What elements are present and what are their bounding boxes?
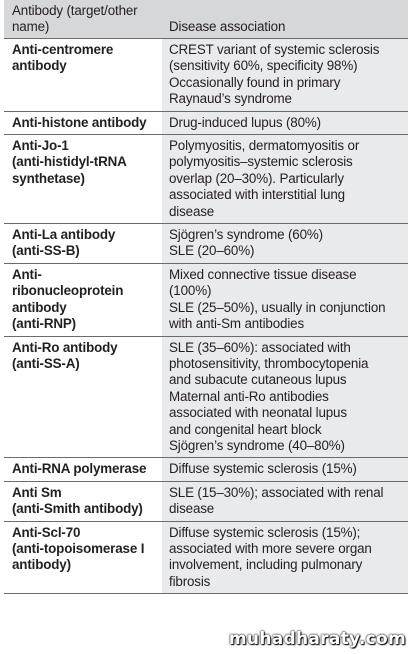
antibody-line: Anti-histone antibody <box>12 114 147 130</box>
antibody-table <box>4 0 408 594</box>
antibody-line: Anti-Scl-70 <box>12 524 81 540</box>
table-header-row <box>4 0 408 39</box>
table-row <box>4 135 408 224</box>
disease-line: SLE (25–50%), usually in conjunction <box>169 299 386 315</box>
header-antibody-line: name) <box>12 19 50 34</box>
disease-line: polymyositis–systemic sclerosis <box>169 154 353 170</box>
antibody-line: Anti-Jo-1 <box>12 138 69 154</box>
header-antibody-line: Antibody (target/other <box>12 3 138 18</box>
disease-line: photosensitivity, thrombocytopenia <box>169 355 369 371</box>
antibody-line: (anti-SS-B) <box>12 243 80 259</box>
disease-line: Sjögren’s syndrome (60%) <box>169 227 323 243</box>
antibody-line: Anti-RNA polymerase <box>12 461 147 477</box>
disease-line: involvement, including pulmonary <box>169 557 363 573</box>
disease-line: Sjögren’s syndrome (40–80%) <box>169 437 345 453</box>
disease-line: associated with interstitial lung <box>169 187 345 203</box>
disease-line: Diffuse systemic sclerosis (15%); <box>169 524 361 540</box>
table-row <box>4 39 408 112</box>
disease-line: Diffuse systemic sclerosis (15%) <box>169 461 357 477</box>
antibody-cell <box>4 39 162 112</box>
disease-cell <box>162 39 408 112</box>
antibody-line: Anti-Ro antibody <box>12 339 118 355</box>
disease-cell <box>162 135 408 224</box>
disease-line: Drug-induced lupus (80%) <box>169 114 321 130</box>
disease-line: Occasionally found in primary <box>169 74 341 90</box>
disease-line: SLE (35–60%): associated with <box>169 339 351 355</box>
antibody-cell <box>4 263 162 336</box>
antibody-line: (anti-Smith antibody) <box>12 501 143 517</box>
disease-line: and congenital heart block <box>169 421 322 437</box>
disease-line: Raynaud’s syndrome <box>169 91 292 107</box>
table-row <box>4 458 408 481</box>
disease-cell <box>162 458 408 481</box>
disease-line: and subacute cutaneous lupus <box>169 372 347 388</box>
disease-line: fibrosis <box>169 573 211 589</box>
disease-line: CREST variant of systemic sclerosis <box>169 42 380 57</box>
disease-line: Mixed connective tissue disease <box>169 266 357 282</box>
disease-line: (sensitivity 60%, specificity 98%) <box>169 58 358 74</box>
disease-line: SLE (15–30%); associated with renal <box>169 484 384 500</box>
disease-line: overlap (20–30%). Particularly <box>169 170 344 186</box>
antibody-line: (anti-SS-A) <box>12 355 80 371</box>
header-antibody <box>4 0 162 39</box>
disease-cell <box>162 521 408 594</box>
disease-cell <box>162 263 408 336</box>
table-row <box>4 111 408 134</box>
antibody-cell <box>4 224 162 264</box>
disease-line: (100%) <box>169 283 212 299</box>
table-row <box>4 263 408 336</box>
disease-line: disease <box>169 203 215 219</box>
antibody-line: antibody <box>12 299 67 315</box>
disease-line: associated with more severe organ <box>169 540 372 556</box>
antibody-line: Anti Sm <box>12 484 62 500</box>
disease-line: Polymyositis, dermatomyositis or <box>169 138 360 154</box>
site-watermark: muhadharaty.com <box>228 629 406 649</box>
disease-line: with anti-Sm antibodies <box>169 316 304 332</box>
header-disease-line: Disease association <box>169 19 286 34</box>
antibody-line: Anti- <box>12 266 42 282</box>
table-row <box>4 521 408 594</box>
disease-line: SLE (20–60%) <box>169 243 255 259</box>
antibody-cell <box>4 521 162 594</box>
disease-cell <box>162 224 408 264</box>
antibody-line: (anti-RNP) <box>12 316 76 332</box>
table-row <box>4 481 408 521</box>
antibody-line: Anti-centromere <box>12 42 114 57</box>
antibody-cell <box>4 135 162 224</box>
antibody-cell <box>4 458 162 481</box>
antibody-line: ribonucleoprotein <box>12 283 124 299</box>
table-row <box>4 224 408 264</box>
antibody-line: Anti-La antibody <box>12 227 116 243</box>
disease-cell <box>162 481 408 521</box>
disease-line: Maternal anti-Ro antibodies <box>169 388 329 404</box>
disease-cell <box>162 336 408 458</box>
antibody-cell <box>4 481 162 521</box>
antibody-line: antibody <box>12 58 67 74</box>
header-disease <box>162 0 408 39</box>
disease-cell <box>162 111 408 134</box>
table-row <box>4 336 408 458</box>
antibody-line: (anti-histidyl-tRNA <box>12 154 127 170</box>
antibody-line: (anti-topoisomerase I <box>12 540 145 556</box>
antibody-cell <box>4 336 162 458</box>
antibody-line: antibody) <box>12 557 71 573</box>
disease-line: disease <box>169 501 215 517</box>
antibody-line: synthetase) <box>12 170 85 186</box>
disease-line: associated with neonatal lupus <box>169 405 347 421</box>
antibody-cell <box>4 111 162 134</box>
